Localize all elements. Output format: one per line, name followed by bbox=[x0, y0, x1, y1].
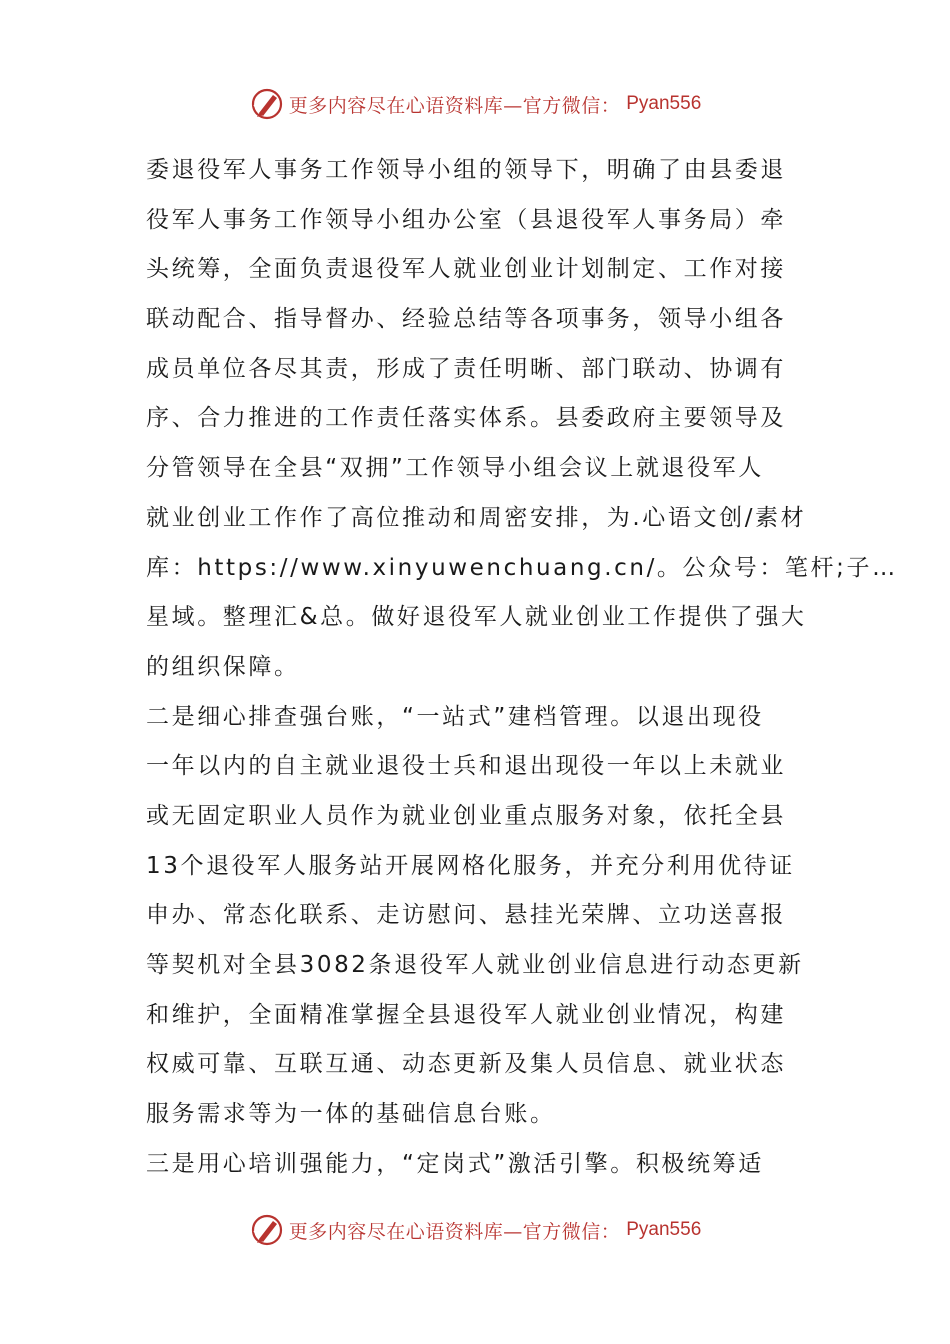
text-line: 的组织保障。 bbox=[146, 653, 300, 680]
text-line: 权威可靠、互联互通、动态更新及集人员信息、就业状态 bbox=[146, 1051, 786, 1078]
text-line: 申办、常态化联系、走访慰问、悬挂光荣牌、立功送喜报 bbox=[146, 902, 786, 929]
text-line: 序、合力推进的工作责任落实体系。县委政府主要领导及 bbox=[146, 405, 786, 432]
header-wechat-id: Pyan556 bbox=[626, 93, 702, 114]
document-body bbox=[146, 146, 898, 1189]
text-line: 库：https://www.xinyuwenchuang.cn/。公众号：笔杆;子… bbox=[146, 554, 898, 581]
text-line: 等契机对全县3082条退役军人就业创业信息进行动态更新 bbox=[146, 952, 804, 978]
text-line: 13个退役军人服务站开展网格化服务，并充分利用优待证 bbox=[146, 852, 795, 879]
text-line: 头统筹，全面负责退役军人就业创业计划制定、工作对接 bbox=[146, 256, 786, 283]
text-line: 服务需求等为一体的基础信息台账。 bbox=[146, 1101, 556, 1128]
header-watermark-text: 更多内容尽在心语资料库—官方微信： bbox=[288, 94, 621, 117]
text-line: 分管领导在全县“双拥”工作领导小组会议上就退役军人 bbox=[146, 455, 764, 482]
pen-nib-logo-icon bbox=[249, 1212, 285, 1248]
text-line: 联动配合、指导督办、经验总结等各项事务，领导小组各 bbox=[146, 306, 786, 333]
footer-wechat-id: Pyan556 bbox=[626, 1219, 702, 1240]
text-line: 成员单位各尽其责，形成了责任明晰、部门联动、协调有 bbox=[146, 355, 786, 382]
footer-watermark-text: 更多内容尽在心语资料库—官方微信： bbox=[288, 1220, 621, 1243]
footer-watermark-banner bbox=[0, 1210, 950, 1250]
text-line: 一年以内的自主就业退役士兵和退出现役一年以上未就业 bbox=[146, 753, 786, 780]
header-watermark-banner bbox=[0, 84, 950, 124]
text-line: 星域。整理汇&总。做好退役军人就业创业工作提供了强大 bbox=[146, 604, 807, 631]
text-line: 役军人事务工作领导小组办公室（县退役军人事务局）牵 bbox=[146, 206, 786, 233]
text-line: 和维护，全面精准掌握全县退役军人就业创业情况，构建 bbox=[146, 1001, 786, 1028]
text-line: 二是细心排查强台账，“一站式”建档管理。以退出现役 bbox=[146, 703, 764, 730]
text-line: 委退役军人事务工作领导小组的领导下，明确了由县委退 bbox=[146, 157, 786, 183]
text-line: 就业创业工作作了高位推动和周密安排，为.心语文创/素材 bbox=[146, 504, 807, 531]
pen-nib-logo-icon bbox=[249, 86, 285, 122]
text-line: 三是用心培训强能力，“定岗式”激活引擎。积极统筹适 bbox=[146, 1150, 764, 1177]
text-line: 或无固定职业人员作为就业创业重点服务对象，依托全县 bbox=[146, 802, 786, 829]
